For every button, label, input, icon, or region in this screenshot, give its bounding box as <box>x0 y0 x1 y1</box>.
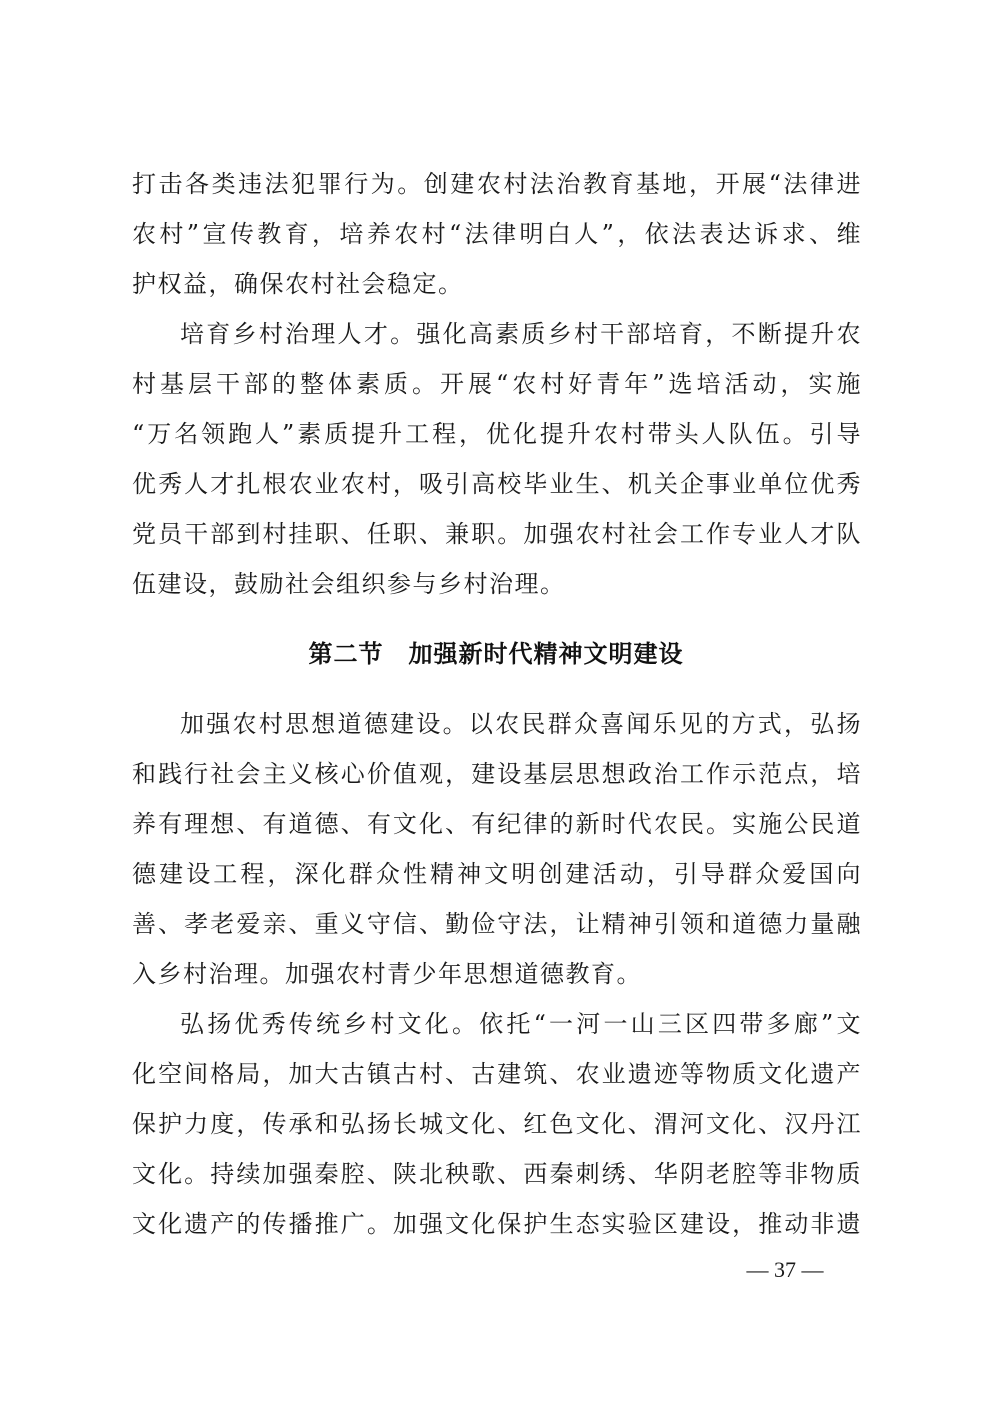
page-number: — 37 — <box>746 1257 824 1282</box>
section-heading: 第二节 加强新时代精神文明建设 <box>308 640 684 668</box>
text-line: 文化。持续加强秦腔、陕北秧歌、西秦刺绣、华阴老腔等非物质 <box>132 1160 862 1188</box>
text-line: 入乡村治理。加强农村青少年思想道德教育。 <box>132 960 642 988</box>
text-line: 文化遗产的传播推广。加强文化保护生态实验区建设，推动非遗 <box>132 1210 862 1238</box>
text-line: 加强农村思想道德建设。以农民群众喜闻乐见的方式，弘扬 <box>180 710 862 738</box>
text-line: 培育乡村治理人才。强化高素质乡村干部培育，不断提升农 <box>180 320 862 348</box>
text-line: 化空间格局，加大古镇古村、古建筑、农业遗迹等物质文化遗产 <box>132 1060 862 1088</box>
text-line: 村基层干部的整体素质。开展“农村好青年”选培活动，实施 <box>132 370 862 398</box>
text-line: 德建设工程，深化群众性精神文明创建活动，引导群众爱国向 <box>132 860 862 888</box>
text-line: 护权益，确保农村社会稳定。 <box>132 270 464 298</box>
text-line: 优秀人才扎根农业农村，吸引高校毕业生、机关企事业单位优秀 <box>132 470 862 498</box>
text-line: 农村”宣传教育，培养农村“法律明白人”，依法表达诉求、维 <box>132 220 862 248</box>
text-line: “万名领跑人”素质提升工程，优化提升农村带头人队伍。引导 <box>132 420 862 448</box>
text-line: 善、孝老爱亲、重义守信、勤俭守法，让精神引领和道德力量融 <box>132 910 862 938</box>
text-line: 党员干部到村挂职、任职、兼职。加强农村社会工作专业人才队 <box>132 520 862 548</box>
text-line: 和践行社会主义核心价值观，建设基层思想政治工作示范点，培 <box>132 760 862 788</box>
text-line: 保护力度，传承和弘扬长城文化、红色文化、渭河文化、汉丹江 <box>132 1110 862 1138</box>
text-line: 伍建设，鼓励社会组织参与乡村治理。 <box>132 570 566 598</box>
text-line: 养有理想、有道德、有文化、有纪律的新时代农民。实施公民道 <box>132 810 862 838</box>
text-line: 弘扬优秀传统乡村文化。依托“一河一山三区四带多廊”文 <box>180 1010 862 1038</box>
text-line: 打击各类违法犯罪行为。创建农村法治教育基地，开展“法律进 <box>132 170 862 198</box>
